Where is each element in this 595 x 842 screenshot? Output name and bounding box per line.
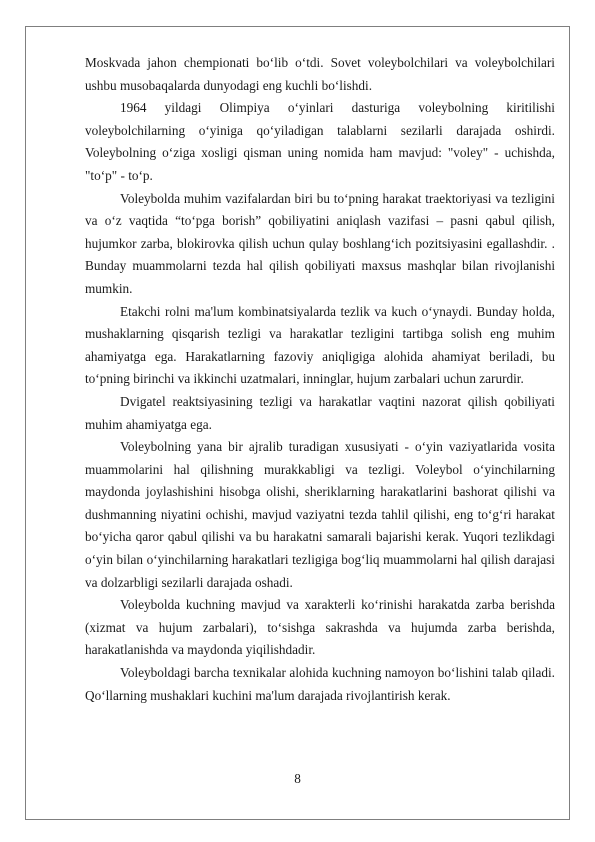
paragraph-8: Voleyboldagi barcha texnikalar alohida kuchning namoyon bo‘lishini talab qiladi. Qo‘llarning mushaklari kuchini ma'lum darajada rivojlantirish kerak. [85,665,555,703]
document-body [85,52,555,707]
paragraph-7: Voleybolda kuchning mavjud va xarakterli ko‘rinishi harakatda zarba berishda (xizmat va hujum zarbalari), to‘sishga sakrashda va hujumda zarba berishda, harakatlanishda va maydonda yiqilishdadir. [85,597,555,658]
paragraph-6: Voleybolning yana bir ajralib turadigan xususiyati - o‘yin vaziyatlarida vosita muammolarini hal qilishning murakkabligi va tezligi. Voleybol o‘yinchilarning maydonda joylashishini hisobga olishi, sheriklarning harakatlarini bashorat qilishi va dushmanning niyatini ochishi, mavjud vaziyatni tezda tahlil qilishi, eng to‘g‘ri harakat bo‘yicha qaror qabul qilishi va bu harakatni samarali bajarishi kerak. Yuqori tezlikdagi o‘yin bilan o‘yinchilarning harakatlari tezligiga bog‘liq muammolarni hal qilish darajasi va dolzarbligi sezilarli darajada oshadi. [85,439,555,590]
paragraph-2: 1964 yildagi Olimpiya o‘yinlari dasturiga voleybolning kiritilishi voleybolchilarning o‘yiniga qo‘yiladigan talablarni sezilarli darajada oshirdi. Voleybolning o‘ziga xosligi qisman uning nomida ham mavjud: "voley" - uchishda, "to‘p" - to‘p. [85,100,555,183]
paragraph-3: Voleybolda muhim vazifalardan biri bu to‘pning harakat traektoriyasi va tezligini va o‘z vaqtida “to‘pga borish” qobiliyatini aniqlash vazifasi – pasni qabul qilish, hujumkor zarba, blokirovka qilish uchun qulay boshlang‘ich pozitsiyasini egallashdir. . Bunday muammolarni tezda hal qilish qobiliyati maxsus mashqlar bilan rivojlanishi mumkin. [85,190,555,296]
paragraph-4: Etakchi rolni ma'lum kombinatsiyalarda tezlik va kuch o‘ynaydi. Bunday holda, mushaklarning qisqarish tezligi va harakatlar tezligini tartibga solish eng muhim ahamiyatga ega. Harakatlarning fazoviy aniqligiga alohida ahamiyat beriladi, bu to‘pning birinchi va ikkinchi uzatmalari, inninglar, hujum zarbalari uchun zarurdir. [85,303,555,387]
paragraph-5: Dvigatel reaktsiyasining tezligi va harakatlar vaqtini nazorat qilish qobiliyati muhim ahamiyatga ega. [85,393,555,432]
paragraph-1: Moskvada jahon chempionati bo‘lib o‘tdi. Sovet voleybolchilari va voleybolchilari ushbu musobaqalarda dunyodagi eng kuchli bo‘lishdi. [85,55,555,93]
page-number: 8 [294,771,301,786]
